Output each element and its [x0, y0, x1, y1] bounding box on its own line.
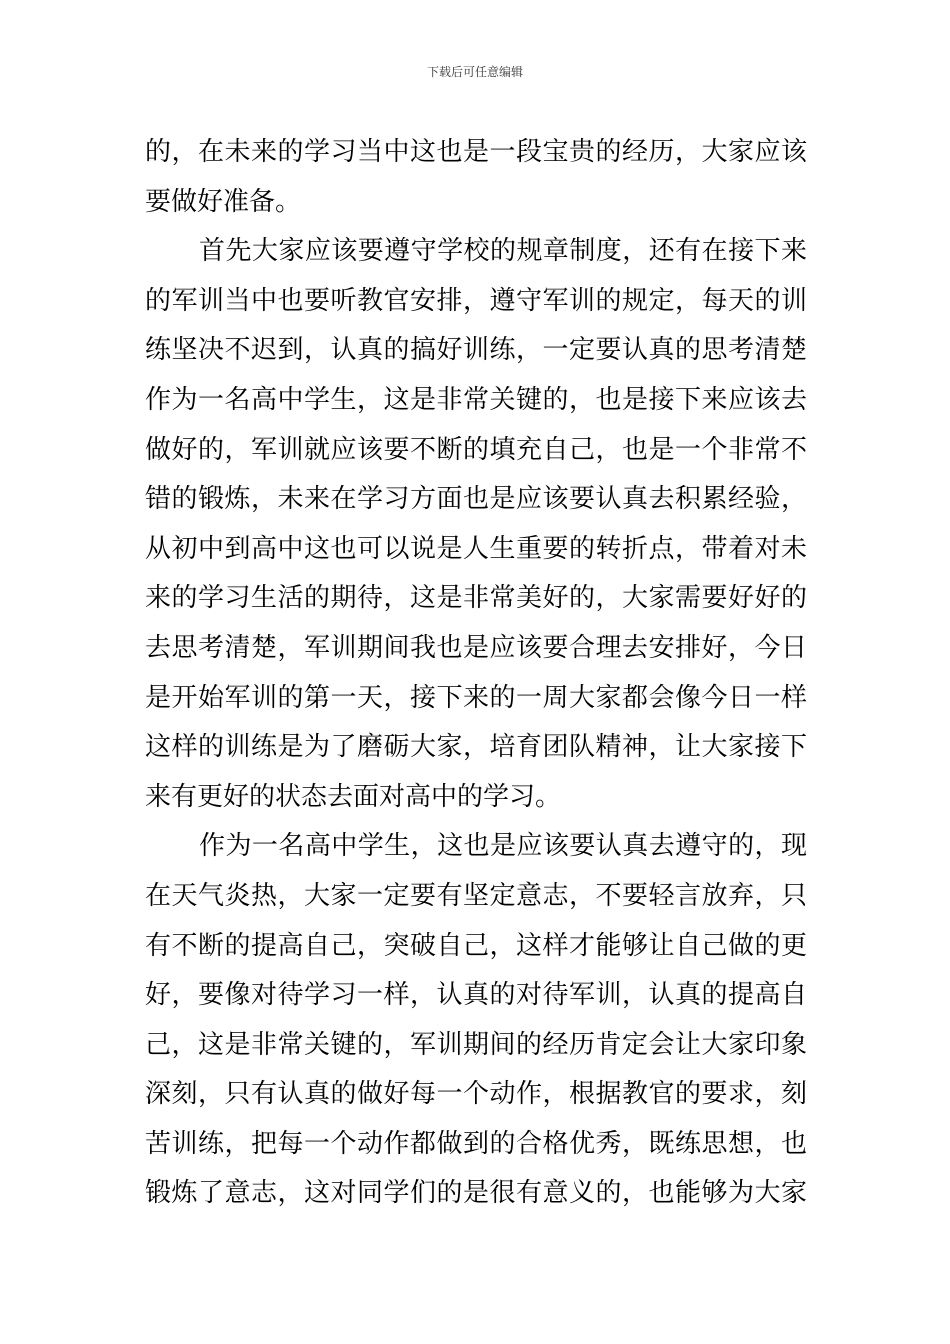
page-header: 下载后可任意编辑	[426, 65, 523, 79]
body-line: 己，这是非常关键的，军训期间的经历肯定会让大家印象	[145, 1029, 807, 1060]
body-line: 有不断的提高自己，突破自己，这样才能够让自己做的更	[145, 930, 807, 961]
body-line: 作为一名高中学生，这是非常关键的，也是接下来应该去	[145, 384, 807, 415]
body-line: 来的学习生活的期待，这是非常美好的，大家需要好好的	[145, 583, 807, 614]
body-line: 去思考清楚，军训期间我也是应该要合理去安排好，今日	[145, 632, 807, 663]
body-line: 锻炼了意志，这对同学们的是很有意义的，也能够为大家	[145, 1178, 807, 1209]
body-line: 在天气炎热，大家一定要有坚定意志，不要轻言放弃，只	[145, 880, 807, 911]
body-line: 练坚决不迟到，认真的搞好训练，一定要认真的思考清楚	[145, 335, 807, 366]
body-line: 首先大家应该要遵守学校的规章制度，还有在接下来	[199, 236, 807, 267]
body-line: 深刻，只有认真的做好每一个动作，根据教官的要求，刻	[145, 1079, 807, 1110]
body-line: 的军训当中也要听教官安排，遵守军训的规定，每天的训	[145, 285, 807, 316]
body-line: 错的锻炼，未来在学习方面也是应该要认真去积累经验，	[145, 484, 807, 515]
body-line: 从初中到高中这也可以说是人生重要的转折点，带着对未	[145, 533, 807, 564]
body-line: 是开始军训的第一天，接下来的一周大家都会像今日一样	[145, 682, 807, 713]
body-line: 作为一名高中学生，这也是应该要认真去遵守的，现	[199, 831, 807, 862]
body-line: 好，要像对待学习一样，认真的对待军训，认真的提高自	[145, 980, 807, 1011]
body-line: 这样的训练是为了磨砺大家，培育团队精神，让大家接下	[145, 732, 807, 763]
body-line: 做好的，军训就应该要不断的填充自己，也是一个非常不	[145, 434, 807, 465]
document-body	[145, 128, 807, 1219]
body-line: 要做好准备。	[145, 186, 302, 217]
body-line: 苦训练，把每一个动作都做到的合格优秀，既练思想，也	[145, 1128, 807, 1159]
body-line: 来有更好的状态去面对高中的学习。	[145, 781, 562, 812]
body-line: 的，在未来的学习当中这也是一段宝贵的经历，大家应该	[145, 137, 807, 167]
